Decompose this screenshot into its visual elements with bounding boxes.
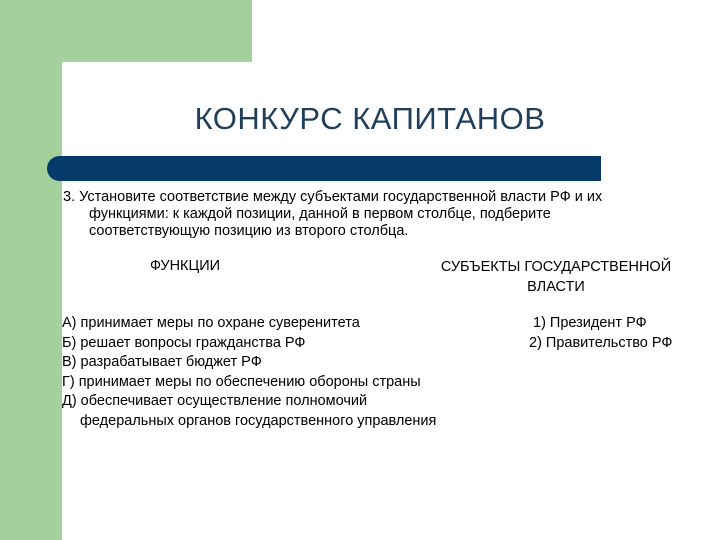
title-underline-bar <box>47 156 601 181</box>
subject-item-1: 1) Президент РФ <box>533 315 647 331</box>
subjects-header-line-1: СУБЪЕКТЫ ГОСУДАРСТВЕННОЙ <box>440 259 672 275</box>
functions-column-header: ФУНКЦИИ <box>150 258 221 274</box>
function-item-b: Б) решает вопросы гражданства РФ <box>62 334 306 351</box>
decorative-green-left-band <box>0 0 62 540</box>
subjects-list <box>529 314 672 353</box>
function-item-v: В) разрабатывает бюджет РФ <box>62 354 262 370</box>
function-item-g: Г) принимает меры по обеспечению обороны страны <box>62 373 421 390</box>
task-text <box>63 189 713 240</box>
function-item-d-continuation: федеральных органов государственного управления <box>80 412 437 429</box>
subjects-header-line-2: ВЛАСТИ <box>527 279 585 295</box>
functions-list <box>62 314 436 431</box>
subjects-column-header <box>412 257 700 297</box>
subject-item-2: 2) Правительство РФ <box>529 334 673 351</box>
task-line-3: соответствующую позицию из второго столбца. <box>89 223 409 239</box>
slide-title: КОНКУРС КАПИТАНОВ <box>194 101 546 136</box>
function-item-d <box>62 392 436 431</box>
task-line-1: 3. Установите соответствие между субъектами государственной власти РФ и их <box>63 189 603 205</box>
task-line-2: функциями: к каждой позиции, данной в первом столбце, подберите <box>89 206 551 222</box>
function-item-d-text: Д) обеспечивает осуществление полномочий <box>62 393 368 409</box>
function-item-a: А) принимает меры по охране суверенитета <box>62 315 360 331</box>
